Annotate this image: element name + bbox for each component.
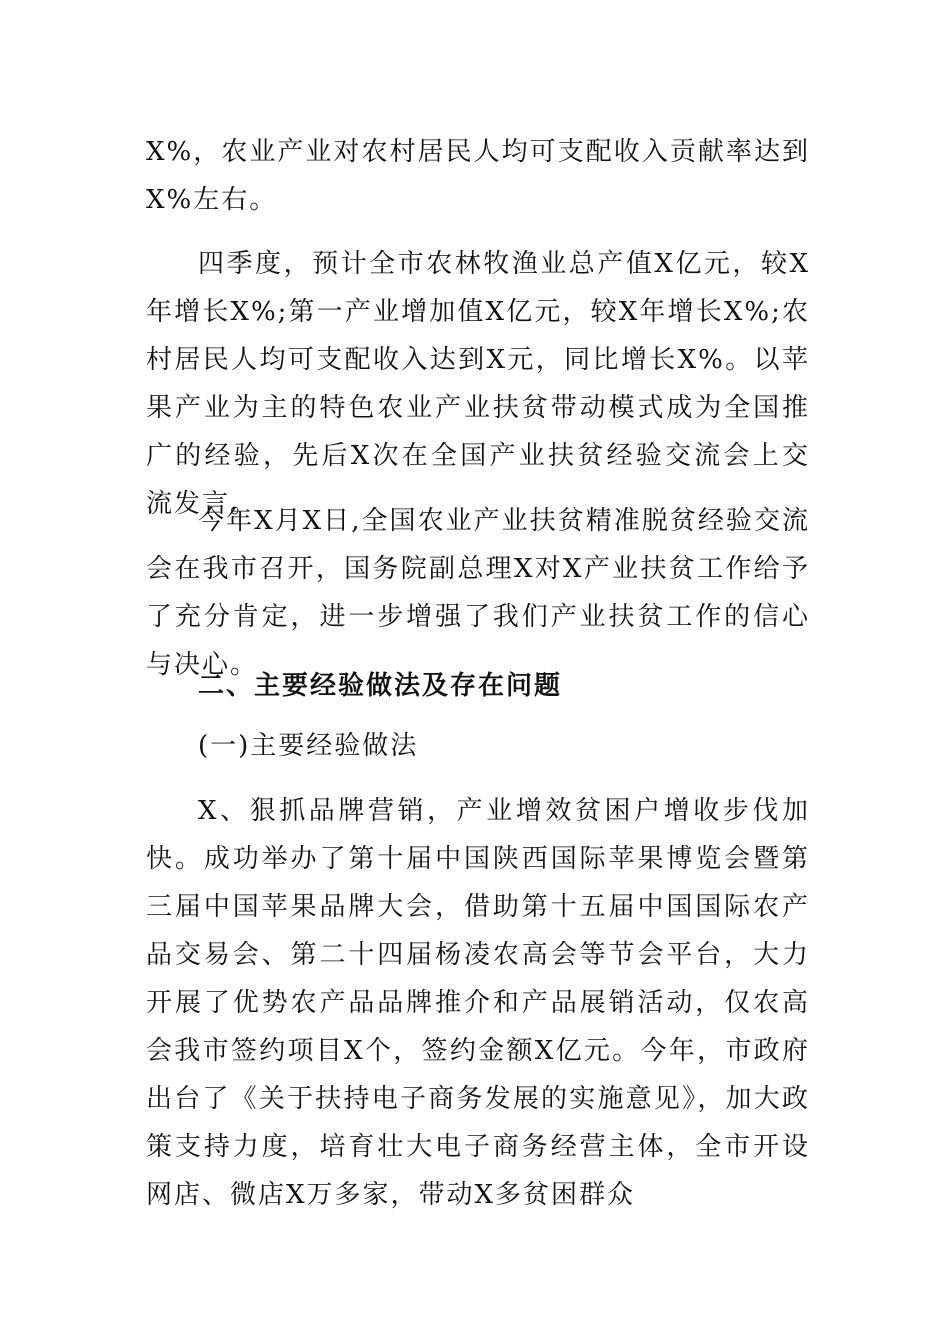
section-heading: 二、主要经验做法及存在问题 — [198, 671, 563, 701]
paragraph-brand-marketing: X、狠抓品牌营销，产业增效贫困户增收步伐加快。成功举办了第十届中国陕西国际苹果博览会暨第三届中国苹果品牌大会，借助第十五届中国国际农产品交易会、第二十四届杨凌农高会等节会平台，大力开展了优势农产品品牌推介和产品展销活动，仅农高会我市签约项目X个，签约金额X亿元。今年，市政府出台了《关于扶持电子商务发展的实施意见》，加大政策支持力度，培育壮大电子商务经营主体，全市开设网店、微店X万多家，带动X多贫困群众 — [146, 796, 810, 1210]
paragraph-conference: 今年X月X日,全国农业产业扶贫精准脱贫经验交流会在我市召开，国务院副总理X对X产业扶贫工作给予了充分肯定，进一步增强了我们产业扶贫工作的信心与决心。 — [146, 506, 810, 680]
paragraph-q4-statistics: 四季度，预计全市农林牧渔业总产值X亿元，较X年增长X%;第一产业增加值X亿元，较X年增长X%;农村居民人均可支配收入达到X元，同比增长X%。以苹果产业为主的特色农业产业扶贫带动模式成为全国推广的经验，先后X次在全国产业扶贫经验交流会上交流发言。 — [146, 249, 810, 519]
paragraph-continuation: X%，农业产业对农村居民人均可支配收入贡献率达到X%左右。 — [146, 137, 810, 215]
subsection-heading: (一)主要经验做法 — [198, 731, 419, 761]
